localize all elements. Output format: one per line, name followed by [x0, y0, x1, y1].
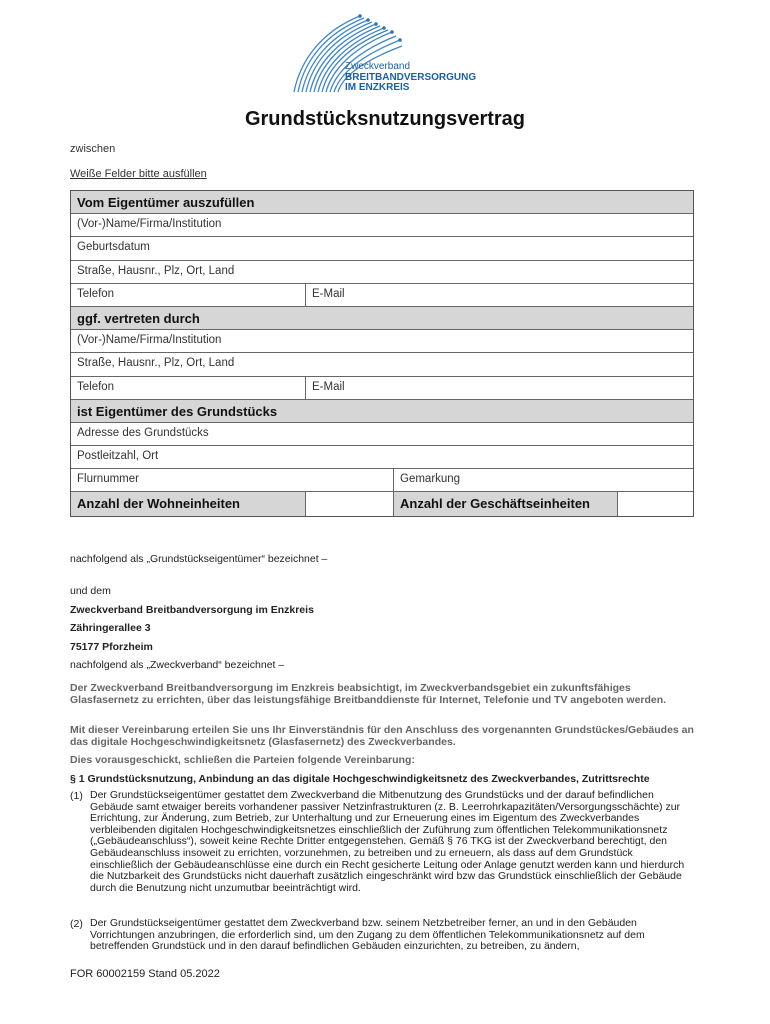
parcel-number-label: Flurnummer: [77, 473, 139, 486]
property-zip-field[interactable]: [71, 446, 693, 469]
between-label: zwischen: [70, 143, 116, 155]
logo-line-2: BREITBANDVERSORGUNG: [345, 71, 477, 83]
party-street: Zähringerallee 3: [70, 622, 151, 634]
owner-phone-field[interactable]: [71, 284, 305, 306]
owner-birthdate-label: Geburtsdatum: [77, 241, 150, 254]
commercial-units-label: Anzahl der Geschäftseinheiten: [393, 492, 617, 515]
owner-email-field[interactable]: [305, 284, 693, 306]
district-label: Gemarkung: [400, 473, 461, 486]
district-field[interactable]: [393, 469, 693, 491]
owner-name-label: (Vor-)Name/Firma/Institution: [77, 218, 222, 231]
rep-name-field[interactable]: [71, 330, 693, 353]
rep-email-field[interactable]: [305, 377, 693, 399]
party-designation: nachfolgend als „Zweckverband“ bezeichnet –: [70, 659, 285, 671]
logo-line-3: IM ENZKREIS: [345, 82, 410, 93]
party-city: 75177 Pforzheim: [70, 641, 153, 653]
rep-name-label: (Vor-)Name/Firma/Institution: [77, 334, 222, 347]
owner-phone-label: Telefon: [77, 287, 115, 300]
owner-section-header: Vom Eigentümer auszufüllen: [71, 191, 693, 213]
residential-units-label: Anzahl der Wohneinheiten: [71, 492, 305, 515]
logo-text: [345, 62, 476, 94]
section-1-title: § 1 Grundstücksnutzung, Anbindung an das digitale Hochgeschwindigkeitsnetz des Zweckverbandes, Zutrittsrechte: [70, 773, 650, 785]
rep-email-label: E-Mail: [312, 380, 345, 393]
representative-section-header: ggf. vertreten durch: [71, 307, 693, 329]
intro-paragraph-2: Mit dieser Vereinbarung erteilen Sie uns Ihr Einverständnis für den Anschluss des vorgenannten Grundstückes/Gebäudes an das digitale Hochgeschwindigkeitsnetz (Glasfasernetz) des Zweckverbandes.: [70, 724, 694, 748]
rep-address-label: Straße, Hausnr., Plz, Ort, Land: [77, 357, 235, 370]
form-footer: FOR 60002159 Stand 05.2022: [70, 968, 220, 980]
rep-address-field[interactable]: [71, 353, 693, 376]
intro-paragraph-1: Der Zweckverband Breitbandversorgung im Enzkreis beabsichtigt, im Zweckverbandsgebiet ein zukunftsfähiges Glasfasernetz zu errichten, über das leistungsfähige Breitbanddienste für Internet, Telefonie und TV angeboten werden.: [70, 682, 667, 706]
clause-1-number: (1): [70, 790, 83, 802]
fill-hint: Weiße Felder bitte ausfüllen: [70, 168, 207, 180]
logo-line-1: Zweckverband: [345, 61, 411, 72]
clause-1-text: Der Grundstückseigentümer gestattet dem Zweckverband die Mitbenutzung des Grundstücks und der darauf befindlichen Gebäude samt etwaiger bereits vorhandener passiver Netzinfrastrukturen (z. B. Leerrohrkapazitäten/Versorgungsschächte) zur Errichtung, zur Änderung, zum Betrieb, zur Unterhaltung und zur Erneuerung eines im Eigentum des Zweckverbandes verbleibenden digitalen Hochgeschwindigkeitsnetzes einschließlich der Zuführung zum öffentlichen Telekommunikationsnetz („Gebäudeanschluss“), soweit keine Rechte Dritter entgegenstehen. Gemäß § 76 TKG ist der Zweckverband berechtigt, den Gebäudeanschluss insoweit zu errichten, vorzunehmen, zu betreiben und zu erneuern, als dass auf dem Grundstück einschließlich der Gebäudeanschlüsse eine durch ein Recht gesicherte Leitung oder Anlage genutzt werden kann und hierdurch die Nutzbarkeit des Grundstücks nicht dauerhaft zusätzlich eingeschränkt wird bzw das Grundstück einschließlich der Gebäude durch die Benutzung nicht unzumutbar beeinträchtigt wird.: [90, 789, 685, 894]
clause-2-text: Der Grundstückseigentümer gestattet dem Zweckverband bzw. seinem Netzbetreiber ferner, an und in den Gebäuden Vorrichtungen anzubringen, die erforderlich sind, um den Zugang zu dem öffentlichen Telekommunikationsnetz auf dem betreffenden Grundstück und in den darauf befindlichen Gebäuden einzurichten, zu betreiben, zu ändern,: [90, 917, 645, 953]
owner-address-label: Straße, Hausnr., Plz, Ort, Land: [77, 264, 235, 277]
owner-designation: nachfolgend als „Grundstückseigentümer“ bezeichnet –: [70, 553, 328, 565]
owner-address-field[interactable]: [71, 261, 693, 284]
document-title: Grundstücksnutzungsvertrag: [244, 108, 526, 130]
rep-phone-field[interactable]: [71, 377, 305, 399]
property-address-label: Adresse des Grundstücks: [77, 426, 209, 439]
property-section-header: ist Eigentümer des Grundstücks: [71, 400, 693, 422]
and-the-label: und dem: [70, 585, 111, 597]
commercial-units-input[interactable]: [617, 492, 693, 515]
rep-phone-label: Telefon: [77, 380, 115, 393]
intro-paragraph-3: Dies vorausgeschickt, schließen die Parteien folgende Vereinbarung:: [70, 754, 415, 766]
owner-email-label: E-Mail: [312, 287, 345, 300]
clause-2-number: (2): [70, 918, 83, 930]
property-zip-label: Postleitzahl, Ort: [77, 450, 159, 463]
party-name: Zweckverband Breitbandversorgung im Enzkreis: [70, 604, 314, 616]
owner-form: [70, 190, 694, 517]
owner-name-field[interactable]: [71, 214, 693, 237]
parcel-number-field[interactable]: [71, 469, 393, 491]
owner-birthdate-field[interactable]: [71, 237, 693, 260]
property-address-field[interactable]: [71, 423, 693, 446]
residential-units-input[interactable]: [305, 492, 393, 515]
